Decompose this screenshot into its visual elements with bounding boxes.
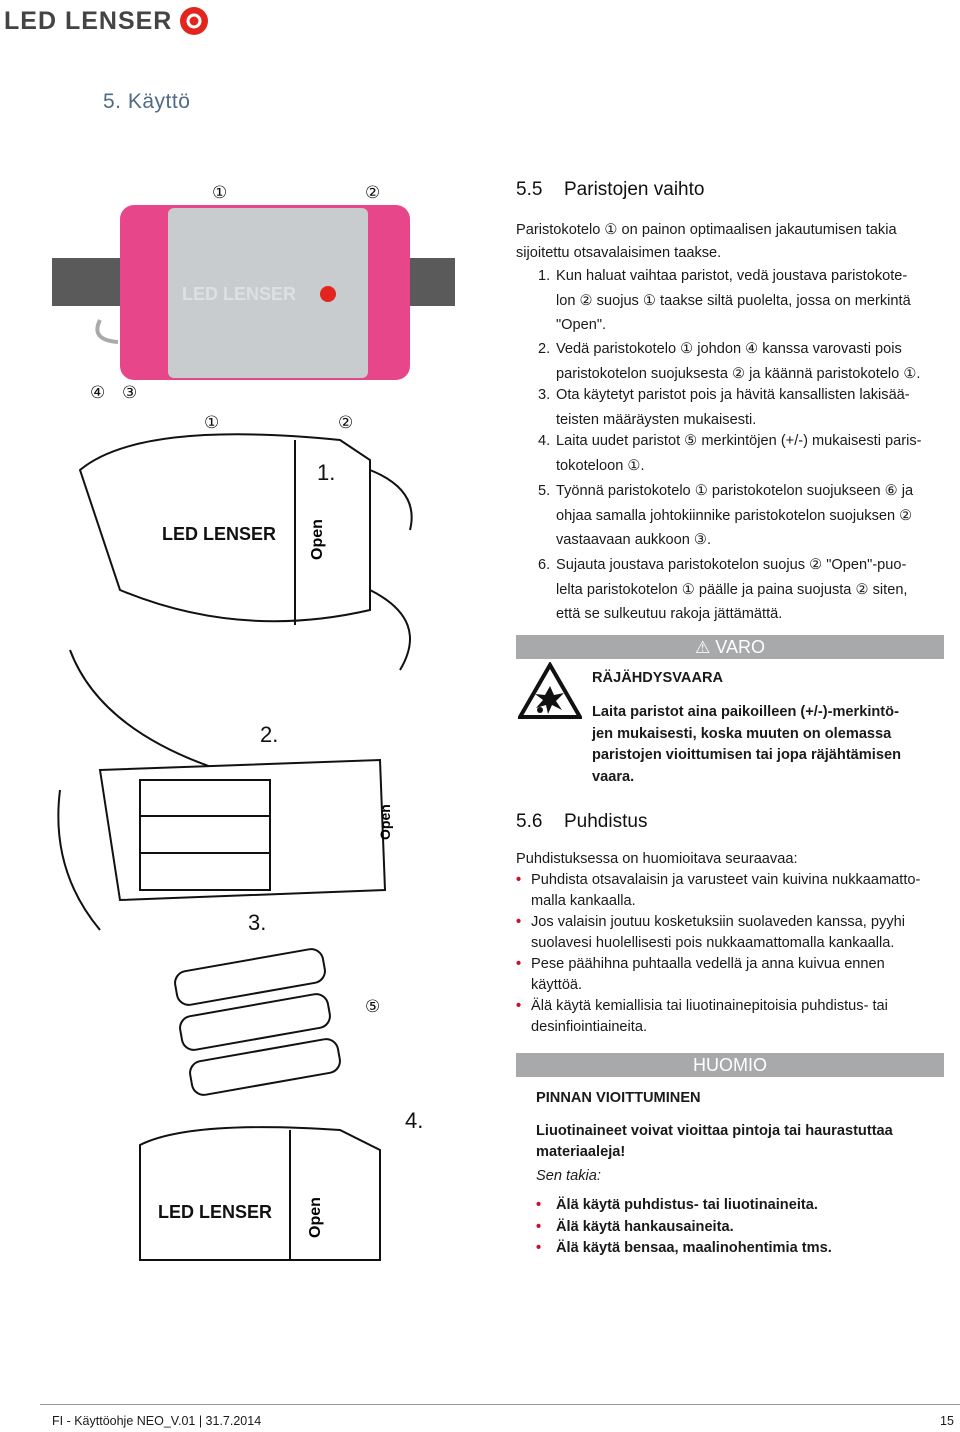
step-4: 4. Laita uudet paristot ⑤ merkintöjen (+/-) mukaisesti paris- tokoteloon ①.	[538, 433, 922, 474]
step-label-3: 3.	[248, 910, 267, 935]
step-5: 5. Työnnä paristokotelo ① paristokotelon suojukseen ⑥ ja ohjaa samalla johtokiinnike paristokotelon suojuksen ② vastaavaan aukkoon ③.	[538, 483, 914, 548]
notice-list	[536, 1195, 936, 1260]
list-item: • Älä käytä kemiallisia tai liuotinainepitoisia puhdistus- tai desinfiointiaineita.	[516, 996, 956, 1038]
step-2-drawing	[58, 760, 385, 930]
list-item: • Jos valaisin joutuu kosketuksiin suolaveden kanssa, pyyhi suolavesi huolellisesti pois nukkaamattomalla kankaalla.	[516, 912, 956, 954]
battery-replacement-illustration	[40, 170, 480, 1280]
warning-text: Laita paristot aina paikoilleen (+/-)-merkintö- jen mukaisesti, koska muuten on olemassa paristojen vioittumisen tai jopa räjähtämisen vaara.	[592, 704, 901, 785]
list-item: • Puhdista otsavalaisin ja varusteet vain kuivina nukkaamatto- malla kankaalla.	[516, 870, 956, 912]
callout-1b: ①	[204, 413, 220, 432]
section-5-5-heading: 5.5 Paristojen vaihto	[516, 179, 705, 200]
headlamp-photo	[52, 205, 455, 380]
notice-reason: Sen takia:	[536, 1168, 601, 1184]
svg-text:LED LENSER: LED LENSER	[158, 1202, 273, 1222]
svg-text:LED LENSER: LED LENSER	[162, 524, 277, 544]
cleaning-list	[516, 870, 956, 1038]
section-5-6-intro: Puhdistuksessa on huomioitava seuraavaa:	[516, 851, 798, 867]
list-item: • Älä käytä bensaa, maalinohentimia tms.	[536, 1238, 936, 1260]
page-number: 15	[940, 1414, 954, 1428]
warning-bar: ⚠ VARO	[516, 635, 944, 659]
notice-bar: HUOMIO	[516, 1053, 944, 1077]
svg-text:Open: Open	[307, 1197, 324, 1238]
notice-text: Liuotinaineet voivat vioittaa pintoja tai haurastuttaa materiaaleja!	[536, 1123, 893, 1160]
svg-text:Open: Open	[309, 519, 326, 560]
step-2: 2. Vedä paristokotelo ① johdon ④ kanssa varovasti pois paristokotelon suojuksesta ② ja käännä paristokotelo ①.	[538, 341, 921, 382]
explosion-hazard-icon	[518, 662, 582, 720]
step-label-1: 1.	[317, 460, 336, 485]
batteries-drawing	[173, 947, 342, 1097]
svg-text:LED LENSER: LED LENSER	[182, 284, 297, 304]
step-label-4: 4.	[405, 1108, 424, 1133]
notice-heading: PINNAN VIOITTUMINEN	[536, 1090, 701, 1106]
footer-divider	[40, 1404, 960, 1405]
section-5-6-heading: 5.6 Puhdistus	[516, 811, 648, 832]
logo-circle-icon	[180, 7, 208, 35]
step-1-drawing	[70, 434, 412, 770]
section-5-5-intro: Paristokotelo ① on painon optimaalisen jakautumisen takia sijoitettu otsavalaisimen taakse.	[516, 222, 897, 261]
footer-doc-info: FI - Käyttöohje NEO_V.01 | 31.7.2014	[52, 1414, 262, 1428]
step-3: 3. Ota käytetyt paristot pois ja hävitä kansallisten lakisää- teisten määräysten mukaisesti.	[538, 387, 910, 428]
logo-text: LED LENSER	[4, 7, 173, 35]
callout-3: ③	[122, 383, 138, 402]
warning-triangle-icon: ⚠	[695, 638, 711, 657]
list-item: • Älä käytä puhdistus- tai liuotinaineita.	[536, 1195, 936, 1217]
warning-heading: RÄJÄHDYSVAARA	[592, 670, 724, 686]
callout-1: ①	[212, 183, 228, 202]
chapter-title: 5. Käyttö	[103, 90, 191, 113]
step-4-drawing	[140, 1127, 380, 1260]
step-label-2: 2.	[260, 722, 279, 747]
step-6: 6. Sujauta joustava paristokotelon suojus ② "Open"-puo- lelta paristokotelon ① päälle ja paina suojusta ② siten, että se sulkeutuu rakoja jättämättä.	[538, 557, 908, 622]
svg-text:Open: Open	[377, 804, 393, 840]
led-lenser-logo	[4, 4, 209, 38]
callout-4: ④	[90, 383, 106, 402]
callout-2: ②	[365, 183, 381, 202]
step-1: 1. Kun haluat vaihtaa paristot, vedä joustava paristokote- lon ② suojus ① taakse siltä puolelta, jossa on merkintä "Open".	[538, 268, 911, 333]
list-item: • Pese päähihna puhtaalla vedellä ja anna kuivua ennen käyttöä.	[516, 954, 956, 996]
list-item: • Älä käytä hankausaineita.	[536, 1217, 936, 1239]
callout-2b: ②	[338, 413, 354, 432]
callout-5: ⑤	[365, 997, 381, 1016]
